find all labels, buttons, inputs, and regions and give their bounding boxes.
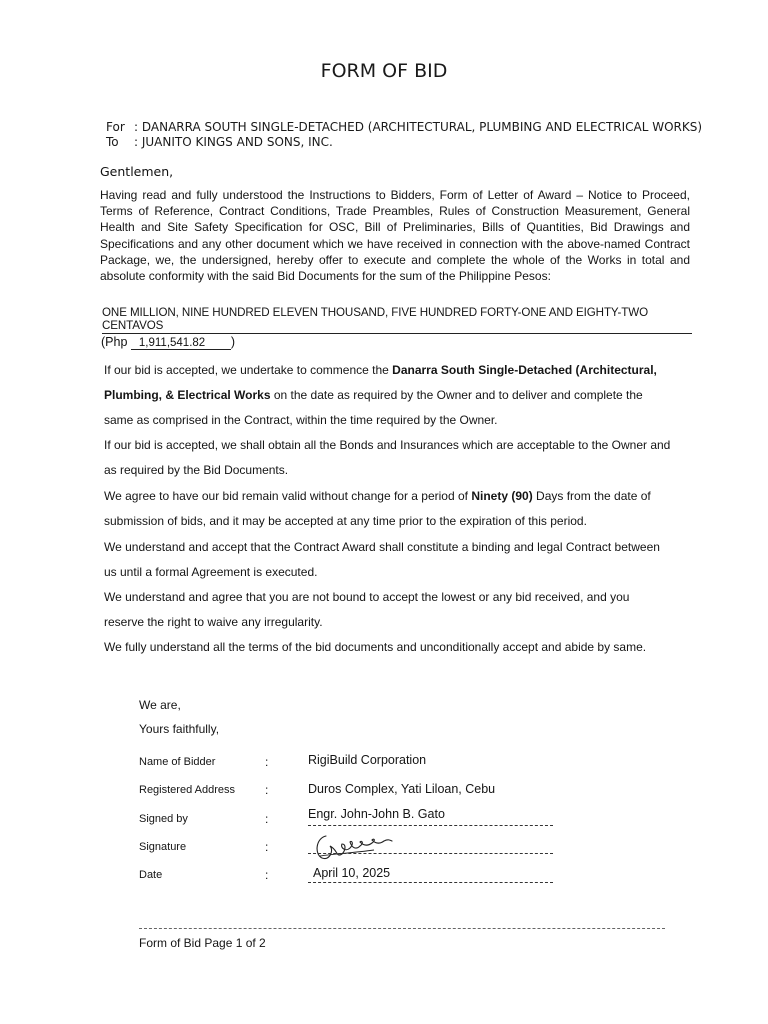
to-row [106,135,333,149]
paragraph-lowest-bid-line2: reserve the right to waive any irregularity. [104,615,323,629]
paragraph-award-line1: We understand and accept that the Contract Award shall constitute a binding and legal Contract between [104,540,660,554]
closing-yours-faithfully: Yours faithfully, [139,722,220,736]
paragraph-acceptance: We fully understand all the terms of the bid documents and unconditionally accept and abide by same. [104,640,647,654]
date-underline [308,882,553,883]
php-close: ) [230,335,236,349]
field-label-signed-by: Signed by [139,813,188,825]
field-value-registered-address: Duros Complex, Yati Liloan, Cebu [308,782,496,796]
validity-days-bold: Ninety (90) [471,489,533,503]
page-footer: Form of Bid Page 1 of 2 [139,936,266,950]
amount-in-words: ONE MILLION, NINE HUNDRED ELEVEN THOUSAND, FIVE HUNDRED FORTY-ONE AND EIGHTY-TWO CENTAVOS [102,306,692,334]
paragraph-commence-line1: If our bid is accepted, we undertake to commence the Danarra South Single-Detached (Architectural, [104,363,657,377]
salutation: Gentlemen, [100,164,174,179]
paragraph-lowest-bid-line1: We understand and agree that you are not bound to accept the lowest or any bid received, and you [104,590,630,604]
for-value: : DANARRA SOUTH SINGLE-DETACHED (ARCHITECTURAL, PLUMBING AND ELECTRICAL WORKS) [134,120,703,134]
intro-paragraph: Having read and fully understood the Instructions to Bidders, Form of Letter of Award – Notice to Proceed, Terms of Reference, Contract Conditions, Trade Preambles, Rules of Construction Measurement, General Health and Site Safety Specification for OSC, Bill of Preliminaries, Bills of Quantities, Bid Drawings and Specifications and any other document which we have received in connection with the above-named Contract Package, we, the undersigned, hereby offer to execute and complete the whole of the Works in total and absolute conformity with the said Bid Documents for the sum of the Philippine Pesos: [100,188,690,284]
field-colon: : [265,868,269,882]
handwritten-signature-icon [312,830,396,864]
closing-we-are: We are, [139,698,181,712]
paragraph-bonds-line2: as required by the Bid Documents. [104,463,289,477]
field-colon: : [265,812,269,826]
signed-by-underline [308,825,553,826]
field-label-registered-address: Registered Address [139,784,235,796]
paragraph-commence-line3: same as comprised in the Contract, within the time required by the Owner. [104,413,498,427]
field-colon: : [265,755,269,769]
field-label-signature: Signature [139,841,187,853]
field-colon: : [265,840,269,854]
footer-divider [139,928,665,929]
field-value-date: April 10, 2025 [313,866,391,880]
paragraph-award-line2: us until a formal Agreement is executed. [104,565,318,579]
field-value-name-of-bidder: RigiBuild Corporation [308,753,427,767]
php-amount: 1,911,541.82 [131,337,231,350]
paragraph-validity-line2: submission of bids, and it may be accepted at any time prior to the expiration of this period. [104,514,587,528]
field-label-name-of-bidder: Name of Bidder [139,756,216,768]
for-row [106,120,702,134]
field-value-signed-by: Engr. John-John B. Gato [308,807,445,821]
field-colon: : [265,783,269,797]
php-open: (Php [101,335,128,349]
paragraph-bonds-line1: If our bid is accepted, we shall obtain all the Bonds and Insurances which are acceptable to the Owner and [104,438,671,452]
paragraph-commence-line2: Plumbing, & Electrical Works on the date as required by the Owner and to deliver and complete the [104,388,643,402]
to-value: : JUANITO KINGS AND SONS, INC. [134,135,333,149]
to-label: To [106,135,119,149]
amount-in-figures [101,335,235,350]
paragraph-validity-line1: We agree to have our bid remain valid without change for a period of Ninety (90) Days from the date of [104,489,651,503]
field-label-date: Date [139,869,163,881]
project-name-bold: Danarra South Single-Detached (Architectural, [392,363,657,377]
works-bold: Plumbing, & Electrical Works [104,388,271,402]
signature-underline [308,853,553,854]
document-title: FORM OF BID [320,60,448,82]
for-label: For [106,120,125,134]
